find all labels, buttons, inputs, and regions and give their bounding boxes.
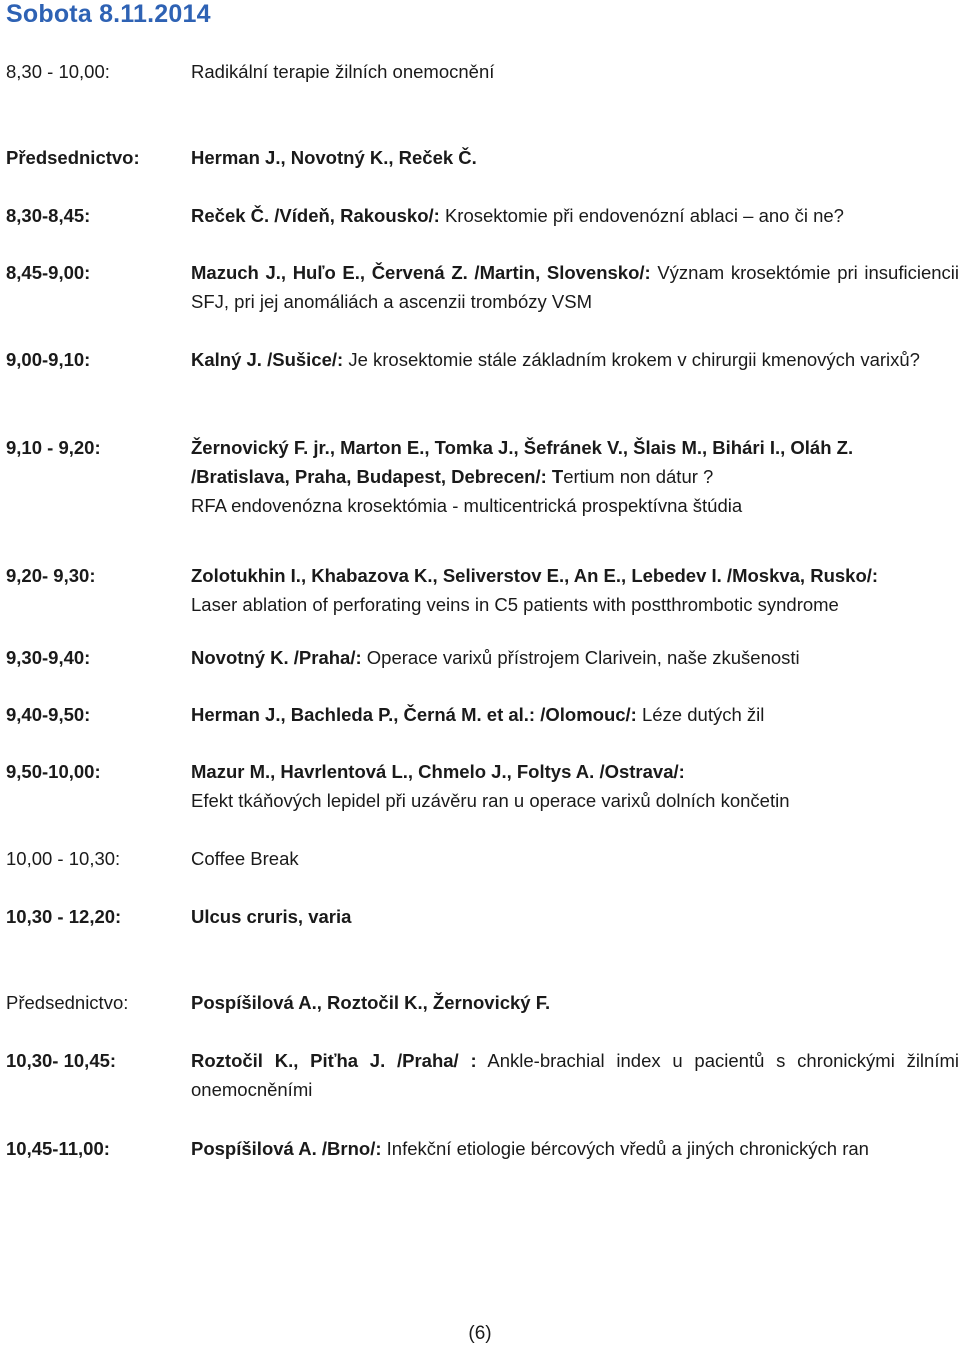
content-line xyxy=(191,1046,959,1104)
item-content xyxy=(191,1046,959,1104)
item-content xyxy=(191,201,959,230)
item-content xyxy=(191,258,959,316)
time-slot: 8,30 - 10,00: xyxy=(6,61,110,82)
authors-text: Zolotukhin I., Khabazova K., Seliverstov E., An E., Lebedev I. /Moskva, Rusko/: xyxy=(191,565,879,586)
item-content xyxy=(191,1134,959,1163)
authors-text: Pospíšilová A., Roztočil K., Žernovický F. xyxy=(191,992,551,1013)
time-slot: 9,00-9,10: xyxy=(6,349,91,370)
time-slot: 9,10 - 9,20: xyxy=(6,437,101,458)
item-content xyxy=(191,143,959,172)
topic-text: Léze dutých žil xyxy=(636,704,765,725)
authors-text: Žernovický F. jr., Marton E., Tomka J., Šefránek V., Šlais M., Bihári I., Oláh Z. xyxy=(191,437,854,458)
content-line xyxy=(191,258,959,316)
item-content xyxy=(191,561,959,619)
item-content xyxy=(191,57,959,86)
time-slot: 8,30-8,45: xyxy=(6,205,91,226)
content-line xyxy=(191,844,959,873)
time-slot: 10,30- 10,45: xyxy=(6,1050,117,1071)
content-line xyxy=(191,433,959,462)
authors-text: Mazur M., Havrlentová L., Chmelo J., Foltys A. /Ostrava/: xyxy=(191,761,685,782)
authors-text: Roztočil K., Piťha J. /Praha/ : xyxy=(191,1050,477,1071)
time-slot: 10,45-11,00: xyxy=(6,1138,110,1159)
content-line xyxy=(191,786,959,815)
topic-text: RFA endovenózna krosektómia - multicentrická prospektívna štúdia xyxy=(191,495,743,516)
item-content xyxy=(191,844,959,873)
content-line xyxy=(191,1134,959,1163)
time-slot: 9,50-10,00: xyxy=(6,761,101,782)
item-content xyxy=(191,988,959,1017)
content-line xyxy=(191,988,959,1017)
topic-text: Coffee Break xyxy=(191,848,299,869)
content-line xyxy=(191,757,959,786)
content-line xyxy=(191,201,959,230)
content-line xyxy=(191,345,959,374)
content-line xyxy=(191,491,959,520)
topic-text: Laser ablation of perforating veins in C5 patients with postthrombotic syndrome xyxy=(191,594,839,615)
topic-text: Krosektomie při endovenózní ablaci – ano či ne? xyxy=(439,205,844,226)
content-line xyxy=(191,902,959,931)
topic-text: ertium non dátur ? xyxy=(563,466,714,487)
content-line xyxy=(191,643,959,672)
page-title: Sobota 8.11.2014 xyxy=(6,0,211,28)
content-line xyxy=(191,57,959,86)
topic-text: Operace varixů přístrojem Clarivein, naše zkušenosti xyxy=(361,647,800,668)
topic-text: Je krosektomie stále základním krokem v chirurgii kmenových varixů? xyxy=(343,349,920,370)
time-slot: 10,00 - 10,30: xyxy=(6,848,121,869)
topic-text: Význam krosektómie pri insuficiencii SFJ, pri jej anomáliách a ascenzii trombózy VSM xyxy=(191,262,959,312)
item-content xyxy=(191,345,959,374)
page-number: (6) xyxy=(468,1323,492,1344)
time-slot: 8,45-9,00: xyxy=(6,262,91,283)
topic-text: Ankle-brachial index u pacientů s chronickými žilními onemocněními xyxy=(191,1050,959,1100)
content-line xyxy=(191,143,959,172)
topic-text: Radikální terapie žilních onemocnění xyxy=(191,61,495,82)
time-slot: 9,40-9,50: xyxy=(6,704,91,725)
time-slot: Předsednictvo: xyxy=(6,147,140,168)
time-slot: 9,20- 9,30: xyxy=(6,565,96,586)
authors-text: Pospíšilová A. /Brno/: xyxy=(191,1138,382,1159)
authors-text: Novotný K. /Praha/: xyxy=(191,647,362,668)
item-content xyxy=(191,757,959,815)
content-line xyxy=(191,700,959,729)
item-content xyxy=(191,433,959,520)
content-line xyxy=(191,561,959,590)
authors-text: /Bratislava, Praha, Budapest, Debrecen/: T xyxy=(191,466,564,487)
item-content xyxy=(191,902,959,931)
item-content xyxy=(191,643,959,672)
authors-text: Herman J., Novotný K., Reček Č. xyxy=(191,147,477,168)
topic-text: Efekt tkáňových lepidel při uzávěru ran u operace varixů dolních končetin xyxy=(191,790,790,811)
authors-text: Herman J., Bachleda P., Černá M. et al.: /Olomouc/: xyxy=(191,704,637,725)
topic-text: Infekční etiologie bércových vředů a jiných chronických ran xyxy=(381,1138,869,1159)
authors-text: Kalný J. /Sušice/: xyxy=(191,349,344,370)
time-slot: 10,30 - 12,20: xyxy=(6,906,122,927)
authors-text: Reček Č. /Vídeň, Rakousko/: xyxy=(191,205,440,226)
authors-text: Ulcus cruris, varia xyxy=(191,906,352,927)
item-content xyxy=(191,700,959,729)
content-line xyxy=(191,590,959,619)
content-line xyxy=(191,462,959,491)
time-slot: 9,30-9,40: xyxy=(6,647,91,668)
authors-text: Mazuch J., Huľo E., Červená Z. /Martin, Slovensko/: xyxy=(191,262,651,283)
time-slot: Předsednictvo: xyxy=(6,992,129,1013)
